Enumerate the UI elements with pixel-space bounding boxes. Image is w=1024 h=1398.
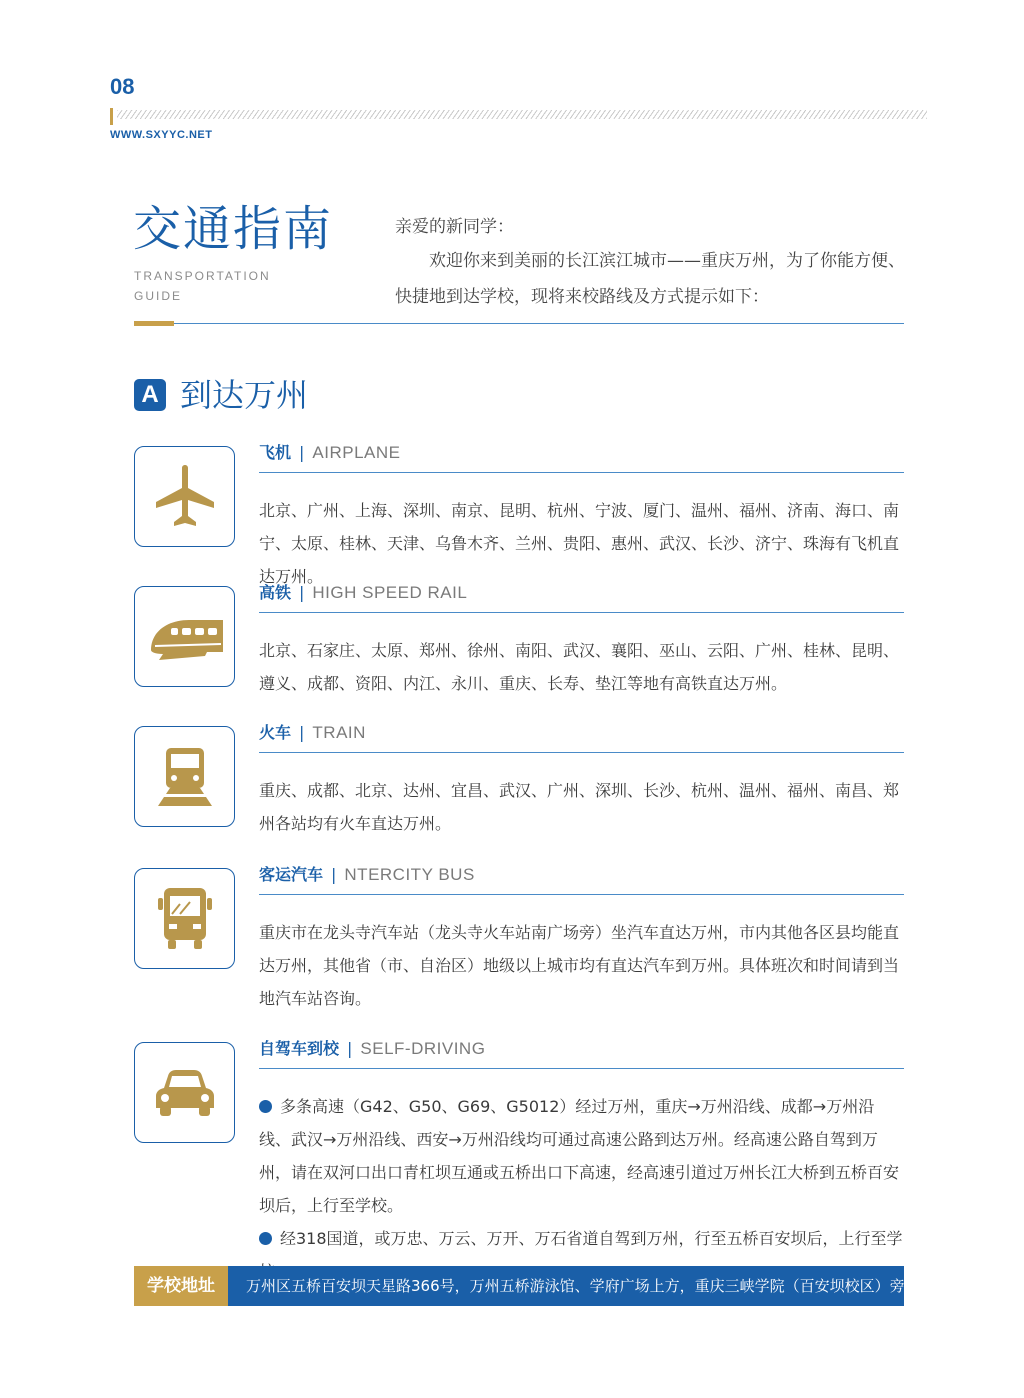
item-separator: |	[331, 865, 337, 884]
item-divider	[259, 752, 904, 753]
bullet-item-1	[259, 1090, 904, 1222]
item-separator: |	[299, 723, 305, 742]
bus-icon	[134, 868, 235, 969]
section-title: 到达万州	[180, 376, 309, 414]
high-speed-rail-icon	[134, 586, 235, 687]
item-heading	[259, 442, 401, 464]
section-badge: A	[134, 379, 166, 411]
airplane-icon	[134, 446, 235, 547]
bullet-text-2: 经318国道，或万忠、万云、万开、万石省道自驾到万州，行至五桥百安坝后，上行至学	[280, 1229, 903, 1248]
address-text: 万州区五桥百安坝天星路366号，万州五桥游泳馆、学府广场上方，重庆三峡学院（百安坝校区）旁。	[228, 1266, 904, 1306]
address-label: 学校地址	[134, 1266, 228, 1306]
item-divider	[259, 1068, 904, 1069]
item-separator: |	[299, 583, 305, 602]
item-heading	[259, 722, 366, 744]
header-hatch-divider	[117, 110, 927, 119]
bullet-text-1: 多条高速（G42、G50、G69、G5012）经过万州，重庆→万州沿线、成都→万州沿线、武汉→万州沿线、西安→万州沿线均可通过高速公路到达万州。经高速公路自驾到万州，请在双河口出口青杠坝互通或五桥出口下高速，经高速引道过万州长江大桥到五桥百安坝后，上行至学校。	[259, 1097, 900, 1215]
subtitle-line-2: GUIDE	[134, 289, 183, 303]
item-separator: |	[299, 443, 305, 462]
item-title-en: NTERCITY BUS	[344, 865, 475, 884]
item-title-en: SELF-DRIVING	[360, 1039, 486, 1058]
bullet-dot-icon	[259, 1100, 272, 1113]
item-title-zh: 客运汽车	[259, 865, 324, 884]
item-description: 重庆、成都、北京、达州、宜昌、武汉、广州、深圳、长沙、杭州、温州、福州、南昌、郑州各站均有火车直达万州。	[259, 781, 900, 833]
item-divider	[259, 472, 904, 473]
item-heading	[259, 1038, 485, 1060]
page-subtitle-en	[134, 266, 271, 306]
item-description	[259, 1090, 904, 1288]
item-divider	[259, 612, 904, 613]
website-url: WWW.SXYYC.NET	[110, 129, 213, 141]
bullet-dot-icon	[259, 1232, 272, 1245]
item-heading	[259, 582, 467, 604]
item-description: 北京、广州、上海、深圳、南京、昆明、杭州、宁波、厦门、温州、福州、济南、海口、南宁、太原、桂林、天津、乌鲁木齐、兰州、贵阳、惠州、武汉、长沙、济宁、珠海有飞机直达万州。	[259, 501, 900, 586]
train-icon	[134, 726, 235, 827]
title-divider-accent	[134, 321, 174, 326]
title-divider	[134, 323, 904, 324]
subtitle-line-1: TRANSPORTATION	[134, 269, 271, 283]
item-title-zh: 高铁	[259, 583, 292, 602]
item-title-zh: 飞机	[259, 443, 292, 462]
item-description: 重庆市在龙头寺汽车站（龙头寺火车站南广场旁）坐汽车直达万州，市内其他各区县均能直达万州，其他省（市、自治区）地级以上城市均有直达汽车到万州。具体班次和时间请到当地汽车站咨询。	[259, 923, 900, 1008]
item-divider	[259, 894, 904, 895]
car-icon	[134, 1042, 235, 1143]
item-heading	[259, 864, 475, 886]
item-title-zh: 火车	[259, 723, 292, 742]
item-title-en: AIRPLANE	[312, 443, 401, 462]
item-description: 北京、石家庄、太原、郑州、徐州、南阳、武汉、襄阳、巫山、云阳、广州、桂林、昆明、遵义、成都、资阳、内江、永川、重庆、长寿、垫江等地有高铁直达万州。	[259, 641, 900, 693]
page-title: 交通指南	[133, 201, 334, 257]
greeting: 亲爱的新同学：	[395, 217, 514, 237]
item-title-en: TRAIN	[312, 723, 366, 742]
item-separator: |	[347, 1039, 353, 1058]
item-title-zh: 自驾车到校	[259, 1039, 340, 1058]
header-accent-bar	[110, 108, 113, 125]
intro-paragraph: 欢迎你来到美丽的长江滨江城市——重庆万州，为了你能方便、快捷地到达学校，现将来校路线及方式提示如下：	[395, 251, 905, 307]
page-number: 08	[110, 74, 135, 99]
item-title-en: HIGH SPEED RAIL	[312, 583, 468, 602]
